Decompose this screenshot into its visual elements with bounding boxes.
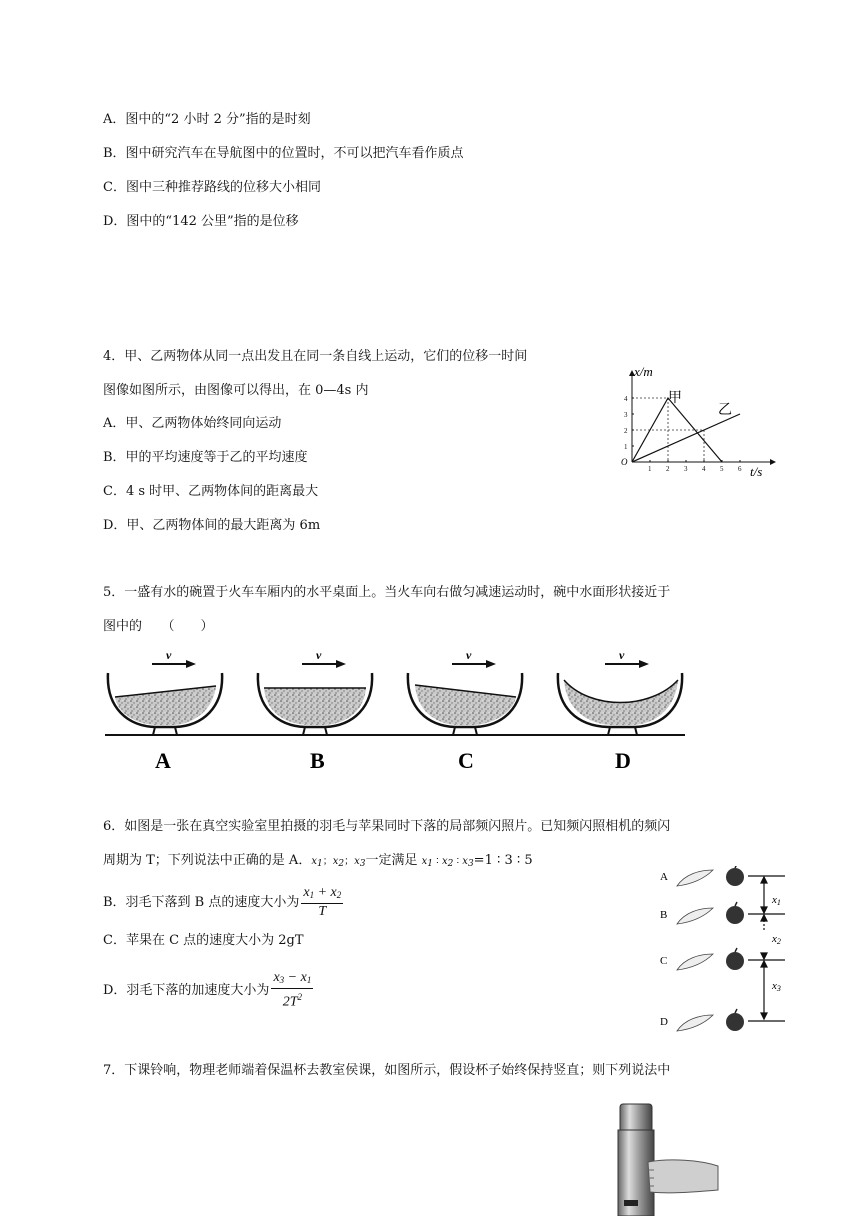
velocity-arrow [605, 648, 649, 668]
q4-option-a: A．甲、乙两物体始终同向运动 [103, 416, 282, 431]
q6-option-b-text: B．羽毛下落到 B 点的速度大小为 [103, 895, 300, 910]
feather-icon [677, 908, 713, 924]
apple-stem [735, 948, 737, 952]
photo-label: D [660, 1016, 668, 1028]
apple-icon [726, 906, 744, 924]
q6-option-d-text: D．羽毛下落的加速度大小为 [103, 982, 270, 998]
y-tick-label: 1 [624, 443, 628, 451]
velocity-label: v [619, 648, 625, 662]
bowl-label-a: A [155, 748, 171, 773]
x-tick-label: 6 [738, 465, 742, 473]
x-tick-label: 5 [720, 465, 724, 473]
bowl-b [258, 648, 372, 773]
q6-ratio-lhs: x1 ∶ x2 ∶ x3 [421, 856, 474, 869]
x-axis-label: t/s [750, 464, 763, 477]
q3-option-a: A．图中的“2 小时 2 分”指的是时刻 [103, 112, 311, 127]
apple-stem [735, 902, 737, 906]
velocity-label: v [316, 648, 322, 662]
x-tick-label: 2 [666, 465, 670, 473]
apple-icon [726, 868, 744, 886]
photo-label: B [660, 909, 668, 921]
q7-stem: 7．下课铃响，物理老师端着保温杯去教室侯课，如图所示，假设杯子始终保持竖直；则下列说法中 [103, 1063, 671, 1078]
origin-label: O [621, 457, 628, 467]
q6-option-c: C．苹果在 C 点的速度大小为 2gT [103, 933, 304, 948]
velocity-arrow [452, 648, 496, 668]
q4-stem-line2: 图像如图所示，由图像可以得出，在 0—4s 内 [103, 383, 369, 398]
distance-label-x1: x1 [772, 894, 781, 907]
series-line-yi [632, 414, 740, 462]
q6-condition: 一定满足 [365, 853, 418, 868]
apple-stem [735, 1009, 737, 1013]
q6-stem-prefix: 周期为 T；下列说法中正确的是 A． [103, 853, 312, 868]
bowl-figures [100, 640, 690, 775]
y-tick-label: 2 [624, 427, 628, 435]
x-tick-label: 4 [702, 465, 706, 473]
x-axis-arrow [770, 459, 776, 465]
q4-option-b: B．甲的平均速度等于乙的平均速度 [103, 450, 308, 465]
hand [648, 1160, 718, 1193]
velocity-label: v [466, 648, 472, 662]
y-axis-label: x/m [634, 364, 653, 379]
xt-graph [612, 362, 792, 477]
velocity-label: v [166, 648, 172, 662]
q3-option-c: C．图中三种推荐路线的位移大小相同 [103, 180, 321, 195]
series-label-yi: 乙 [718, 403, 732, 418]
q6-ratio: =1 ∶ 3 ∶ 5 [473, 853, 533, 868]
q6-option-d [103, 970, 313, 1011]
thermos-logo [624, 1200, 638, 1206]
q4-stem-line1: 4．甲、乙两物体从同一点出发且在同一条自线上运动，它们的位移一时间 [103, 349, 528, 364]
distance-label-x2: x2 [772, 933, 781, 946]
y-tick-label: 4 [624, 395, 628, 403]
formula-d: $\frac{x_3 - x_1}{2T^2}$ [273, 970, 312, 1010]
series-label-jia: 甲 [668, 391, 682, 406]
photo-label: C [660, 955, 668, 967]
q6-stem-line1: 6．如图是一张在真空实验室里拍摄的羽毛与苹果同时下落的局部频闪照片。已知频闪照相机的频闪 [103, 819, 671, 834]
q4-option-d: D．甲、乙两物体间的最大距离为 6m [103, 518, 321, 533]
q6-stem-line2 [103, 852, 533, 873]
bowl-d [558, 648, 682, 773]
velocity-arrow [302, 648, 346, 668]
bowl-c [408, 648, 522, 773]
x-tick-label: 1 [648, 465, 652, 473]
thermos-lid [620, 1104, 652, 1132]
apple-icon [726, 1013, 744, 1031]
velocity-arrow [152, 648, 196, 668]
q5-stem-line1: 5．一盛有水的碗置于火车车厢内的水平桌面上。当火车向右做匀减速运动时，碗中水面形状接近于 [103, 585, 671, 600]
strobe-photo [655, 866, 790, 1036]
y-tick-label: 3 [624, 411, 628, 419]
q4-option-c: C．4 s 时甲、乙两物体间的距离最大 [103, 484, 319, 499]
photo-label: A [660, 871, 668, 883]
bowl-label-c: C [458, 748, 474, 773]
feather-icon [677, 1015, 713, 1031]
bowl-label-d: D [615, 748, 631, 773]
formula-b: $\frac{x_1 + x_2}{T}$ [303, 885, 342, 919]
feather-icon [677, 870, 713, 886]
thermos-cup-image [610, 1100, 730, 1216]
apple-icon [726, 952, 744, 970]
bowl-a [108, 648, 222, 773]
q6-x1-x2-x3: x1；x2；x3 [311, 856, 366, 869]
q6-option-b [103, 885, 343, 921]
distance-label-x3: x3 [772, 980, 781, 993]
apple-stem [735, 866, 737, 868]
x-tick-label: 3 [684, 465, 688, 473]
q3-option-d: D．图中的“142 公里”指的是位移 [103, 214, 299, 229]
feather-icon [677, 954, 713, 970]
q5-stem-line2: 图中的 （ ） [103, 619, 214, 634]
q3-option-b: B．图中研究汽车在导航图中的位置时，不可以把汽车看作质点 [103, 146, 464, 161]
bowl-label-b: B [310, 748, 325, 773]
